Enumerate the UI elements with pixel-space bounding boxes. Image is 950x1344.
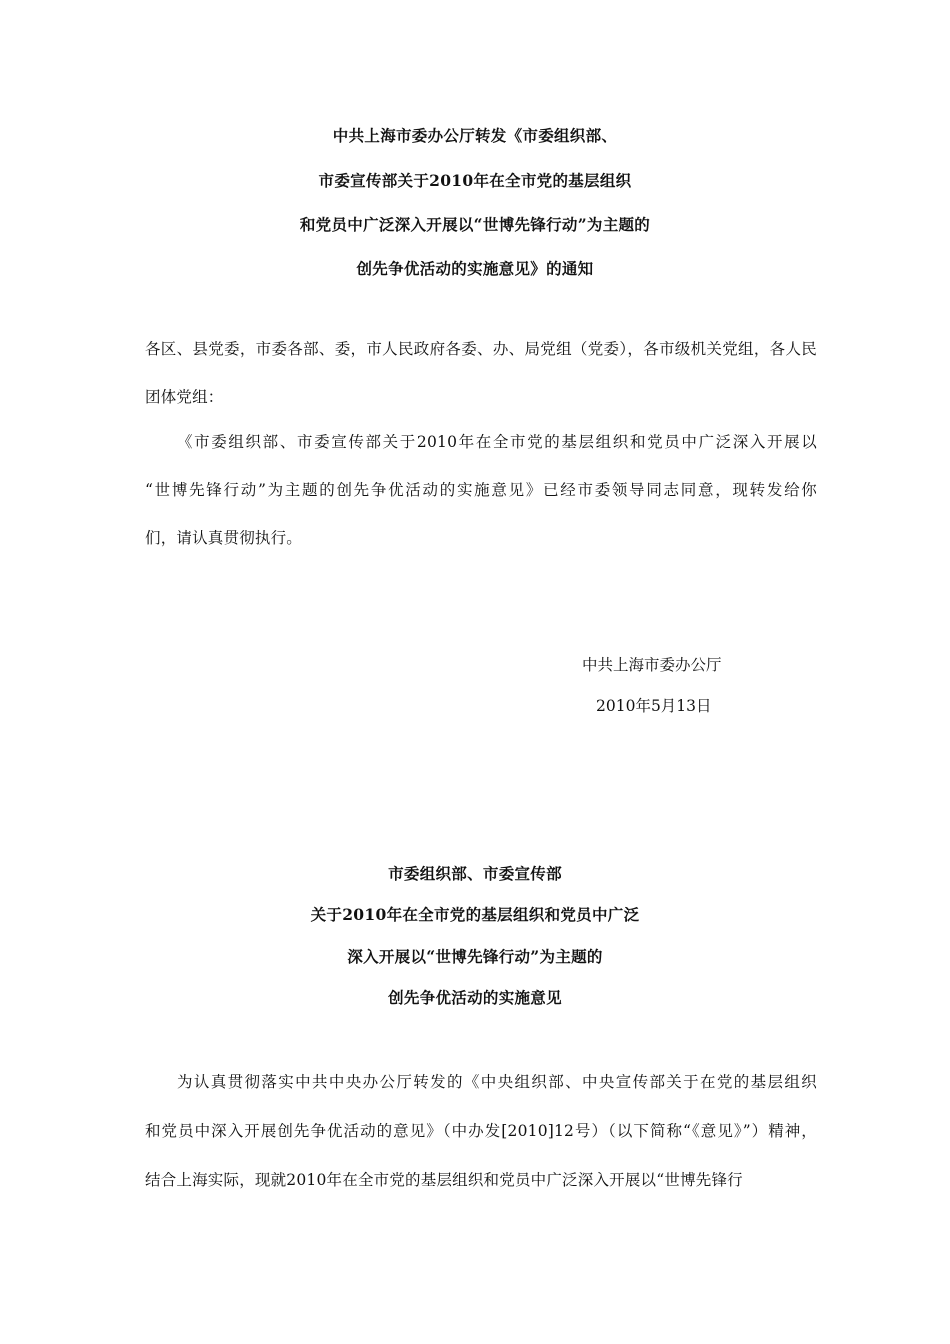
notice-recipients-line-2: 团体党组： <box>145 388 224 406</box>
opinion-body-line-1: 为认真贯彻落实中共中央办公厅转发的《中央组织部、中央宣传部关于在党的基层组织 <box>177 1073 817 1091</box>
opinion-title-line-4: 创先争优活动的实施意见 <box>388 988 562 1007</box>
opinion-title-line-3: 深入开展以“世博先锋行动”为主题的 <box>347 947 603 966</box>
notice-title-line-4: 创先争优活动的实施意见》的通知 <box>356 259 594 278</box>
notice-body-line-2: “世博先锋行动”为主题的创先争优活动的实施意见》已经市委领导同志同意，现转发给你 <box>145 481 817 499</box>
notice-recipients-line-1: 各区、县党委，市委各部、委，市人民政府各委、办、局党组（党委），各市级机关党组，各人民 <box>145 340 817 358</box>
notice-title-line-1: 中共上海市委办公厅转发《市委组织部、 <box>332 126 618 145</box>
opinion-title-line-2: 关于2010年在全市党的基层组织和党员中广泛 <box>310 905 640 924</box>
notice-title-line-3: 和党员中广泛深入开展以“世博先锋行动”为主题的 <box>299 215 651 234</box>
opinion-title-line-1: 市委组织部、市委宣传部 <box>388 864 562 883</box>
notice-signature: 中共上海市委办公厅 <box>582 656 722 674</box>
notice-body-line-3: 们，请认真贯彻执行。 <box>145 529 303 547</box>
opinion-body-line-3: 结合上海实际，现就2010年在全市党的基层组织和党员中广泛深入开展以“世博先锋行 <box>145 1171 743 1189</box>
notice-date: 2010年5月13日 <box>596 697 712 715</box>
opinion-body-line-2: 和党员中深入开展创先争优活动的意见》（中办发[2010]12号）（以下简称“《意见》”）精神， <box>145 1122 817 1140</box>
notice-title-line-2: 市委宣传部关于2010年在全市党的基层组织 <box>318 171 632 190</box>
notice-body-line-1: 《市委组织部、市委宣传部关于2010年在全市党的基层组织和党员中广泛深入开展以 <box>177 433 817 451</box>
